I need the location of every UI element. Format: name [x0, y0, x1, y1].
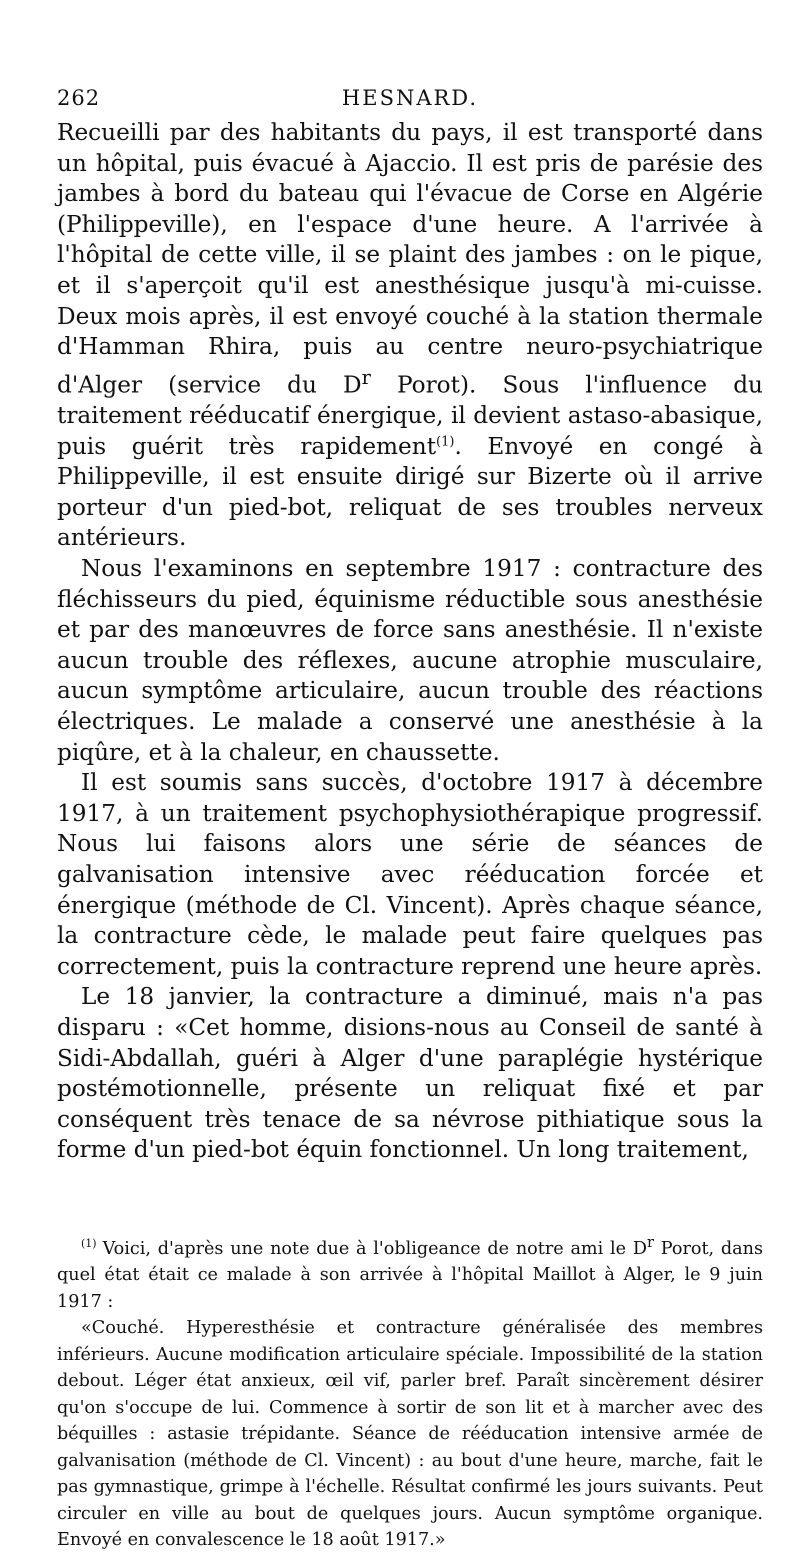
footnote-intro-b: Porot, dans quel état était ce malade à son arrivée à l'hôpital Maillot à Alger, le 9 juin 1917 :: [57, 1238, 763, 1312]
footnote-doctor-sup: r: [646, 1233, 654, 1251]
paragraph-1-part-b: Porot). Sous l'influence du traitement rééducatif énergique, il devient astaso-abasique, puis guérit très rapidement: [57, 371, 763, 460]
paragraph-1-part-c: . Envoyé en congé à Philippeville, il est ensuite dirigé sur Bizerte où il arrive porteur d'un pied-bot, reliquat de ses troubles nerveux antérieurs.: [57, 432, 763, 552]
main-text: [57, 118, 763, 1166]
paragraph-1-part-a: Recueilli par des habitants du pays, il est transporté dans un hôpital, puis évacué à Ajaccio. Il est pris de parésie des jambes à bord du bateau qui l'évacue de Corse en Algérie (Philippeville), en l'espace d'une heure. A l'arrivée à l'hôpital de cette ville, il se plaint des jambes : on le pique, et il s'aperçoit qu'il est anesthésique jusqu'à mi-cuisse. Deux mois après, il est envoyé couché à la station thermale d'Hamman Rhira, puis au centre neuro-psychiatrique d'Alger (service du D: [57, 119, 763, 399]
page-header: [57, 82, 763, 118]
page-number: 262: [57, 86, 101, 110]
footnote-intro-a: Voici, d'après une note due à l'obligeance de notre ami le D: [102, 1238, 647, 1259]
running-head: HESNARD.: [341, 86, 479, 110]
footnote-1: [57, 1230, 763, 1315]
book-page: [57, 82, 763, 1551]
paragraph-1: [57, 118, 763, 554]
paragraph-3: Il est soumis sans succès, d'octobre 1917 à décembre 1917, à un traitement psychophysiothérapique progressif. Nous lui faisons alors une série de séances de galvanisation intensive avec rééducation forcée et énergique (méthode de Cl. Vincent). Après chaque séance, la contracture cède, le malade peut faire quelques pas correctement, puis la contracture reprend une heure après.: [57, 769, 763, 980]
footnotes: [57, 1230, 763, 1554]
footnote-reference: (1): [436, 433, 455, 449]
paragraph-4: Le 18 janvier, la contracture a diminué, mais n'a pas disparu : «Cet homme, disions-nous au Conseil de santé à Sidi-Abdallah, guéri à Alger d'une paraplégie hystérique postémotionnelle, présente un reliquat fixé et par conséquent très tenace de sa névrose pithiatique sous la forme d'un pied-bot équin fonctionnel. Un long traitement,: [57, 983, 763, 1164]
footnote-mark: (1): [81, 1236, 97, 1250]
doctor-abbrev-sup: r: [361, 365, 371, 389]
footnote-quote: «Couché. Hyperesthésie et contracture généralisée des membres inférieurs. Aucune modification articulaire spéciale. Impossibilité de la station debout. Léger état anxieux, œil vif, parler bref. Paraît sincèrement désirer qu'on s'occupe de lui. Commence à sortir de son lit et à marcher avec des béquilles : astasie trépidante. Séance de rééducation intensive armée de galvanisation (méthode de Cl. Vincent) : au bout d'une heure, marche, fait le pas gymnastique, grimpe à l'échelle. Résultat confirmé les jours suivants. Peut circuler en ville au bout de quelques jours. Aucun symptôme organique. Envoyé en convalescence le 18 août 1917.»: [57, 1318, 763, 1551]
paragraph-2: Nous l'examinons en septembre 1917 : contracture des fléchisseurs du pied, équinisme réductible sous anesthésie et par des manœuvres de force sans anesthésie. Il n'existe aucun trouble des réflexes, aucune atrophie musculaire, aucun symptôme articulaire, aucun trouble des réactions électriques. Le malade a conservé une anesthésie à la piqûre, et à la chaleur, en chaussette.: [57, 555, 763, 766]
